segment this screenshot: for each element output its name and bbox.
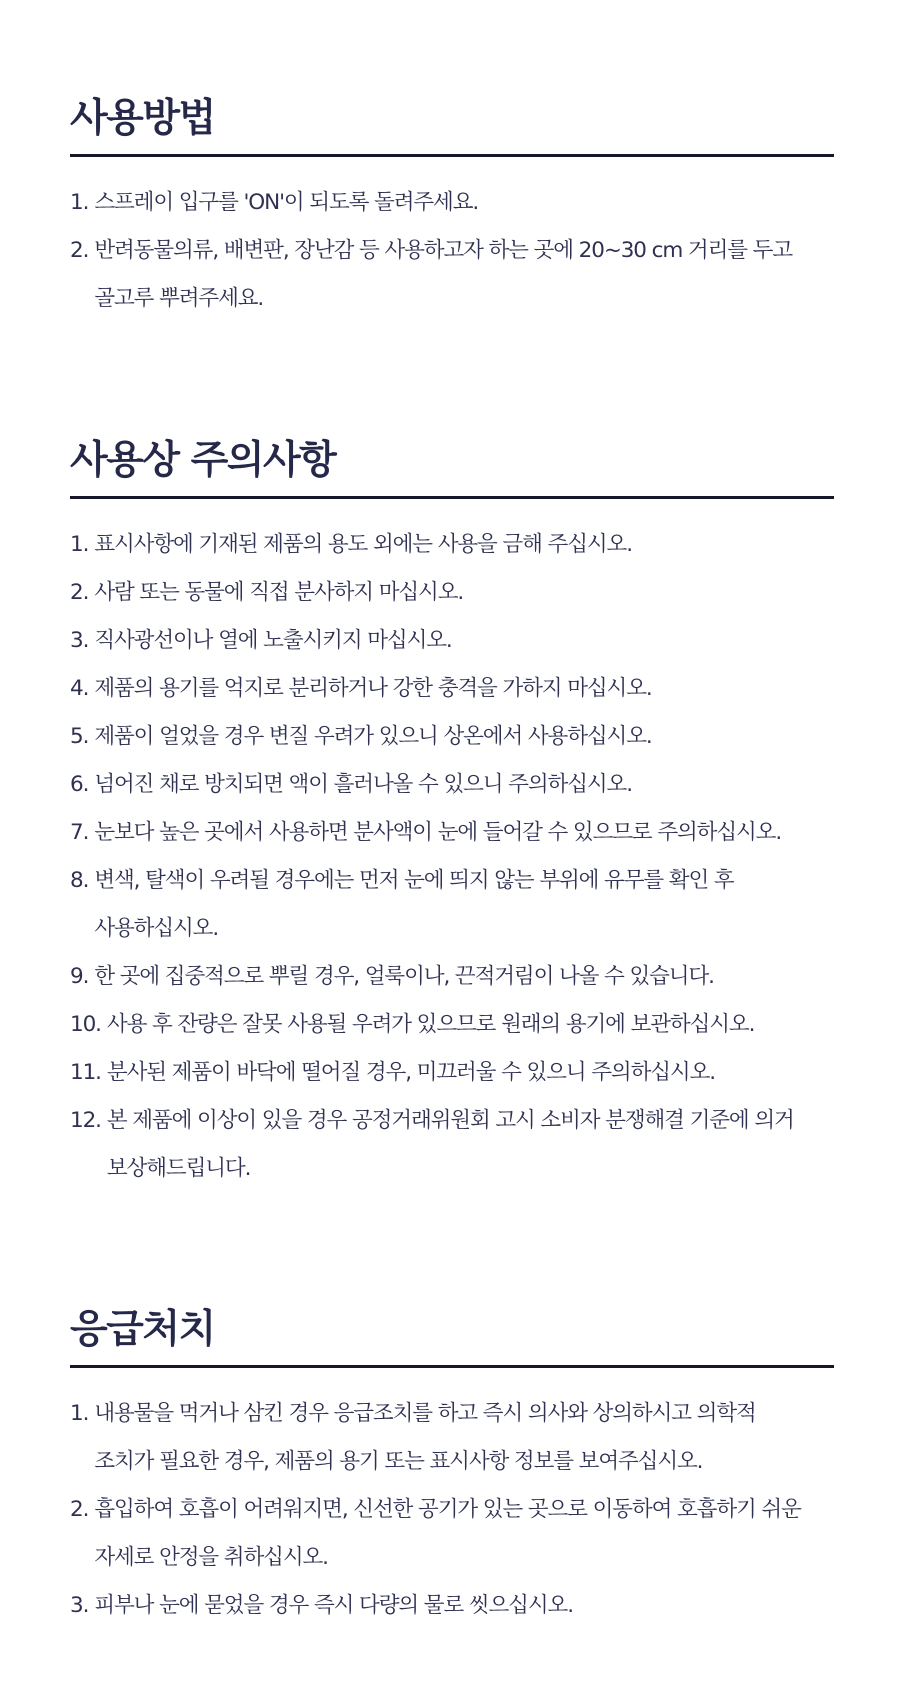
item-number: 8. — [70, 868, 89, 893]
item-text — [94, 569, 834, 617]
item-number: 10. — [70, 1012, 101, 1037]
section-first-aid — [70, 1303, 834, 1630]
item-number: 7. — [70, 820, 89, 845]
item-text-line: 한 곳에 집중적으로 뿌릴 경우, 얼룩이나, 끈적거림이 나올 수 있습니다. — [94, 964, 714, 989]
item-text — [94, 761, 834, 809]
usage-list — [70, 179, 834, 323]
list-item — [70, 617, 834, 665]
item-text-line: 자세로 안정을 취하십시오. — [94, 1545, 328, 1570]
item-text-line: 눈보다 높은 곳에서 사용하면 분사액이 눈에 들어갈 수 있으므로 주의하십시오. — [94, 820, 782, 845]
first-aid-list — [70, 1390, 834, 1630]
item-number: 5. — [70, 724, 89, 749]
precautions-list — [70, 521, 834, 1193]
list-item — [70, 713, 834, 761]
item-text-line: 사람 또는 동물에 직접 분사하지 마십시오. — [94, 580, 464, 605]
item-text-line: 반려동물의류, 배변판, 장난감 등 사용하고자 하는 곳에 20~30 cm 거리를 두고 — [94, 238, 792, 263]
item-text — [94, 227, 834, 323]
list-item — [70, 665, 834, 713]
list-item — [70, 569, 834, 617]
item-text — [94, 713, 834, 761]
item-text-line: 직사광선이나 열에 노출시키지 마십시오. — [94, 628, 452, 653]
item-number: 12. — [70, 1108, 101, 1133]
list-item — [70, 761, 834, 809]
item-number: 2. — [70, 238, 89, 263]
section-title: 사용상 주의사항 — [70, 438, 336, 483]
item-text — [107, 1049, 834, 1097]
item-text — [94, 521, 834, 569]
item-text — [94, 179, 834, 227]
item-text — [94, 665, 834, 713]
item-text-line: 골고루 뿌려주세요. — [94, 286, 264, 311]
section-title: 응급처치 — [70, 1307, 215, 1352]
item-text — [94, 617, 834, 665]
item-text-line: 조치가 필요한 경우, 제품의 용기 또는 표시사항 정보를 보여주십시오. — [94, 1449, 703, 1474]
item-text-line: 제품이 얼었을 경우 변질 우려가 있으니 상온에서 사용하십시오. — [94, 724, 652, 749]
item-number: 4. — [70, 676, 89, 701]
item-text — [107, 1001, 834, 1049]
item-text — [94, 809, 834, 857]
item-text — [94, 1486, 834, 1582]
item-number: 1. — [70, 532, 89, 557]
list-item — [70, 179, 834, 227]
list-item — [70, 1097, 834, 1193]
list-item — [70, 1486, 834, 1582]
item-number: 1. — [70, 1401, 89, 1426]
item-number: 6. — [70, 772, 89, 797]
list-item — [70, 1390, 834, 1486]
item-number: 3. — [70, 628, 89, 653]
item-number: 9. — [70, 964, 89, 989]
item-number: 11. — [70, 1060, 101, 1085]
item-text — [94, 1390, 834, 1486]
item-number: 3. — [70, 1593, 89, 1618]
item-text-line: 사용 후 잔량은 잘못 사용될 우려가 있으므로 원래의 용기에 보관하십시오. — [106, 1012, 755, 1037]
item-text-line: 흡입하여 호흡이 어려워지면, 신선한 공기가 있는 곳으로 이동하여 호흡하기 쉬운 — [94, 1497, 801, 1522]
list-item — [70, 809, 834, 857]
item-text-line: 변색, 탈색이 우려될 경우에는 먼저 눈에 띄지 않는 부위에 유무를 확인 후 — [94, 868, 734, 893]
item-text — [94, 857, 834, 953]
list-item — [70, 227, 834, 323]
list-item — [70, 521, 834, 569]
item-number: 1. — [70, 190, 89, 215]
item-text-line: 사용하십시오. — [94, 916, 219, 941]
item-text-line: 제품의 용기를 억지로 분리하거나 강한 충격을 가하지 마십시오. — [94, 676, 652, 701]
section-precautions — [70, 434, 834, 1193]
item-number: 2. — [70, 1497, 89, 1522]
list-item — [70, 1049, 834, 1097]
section-divider — [70, 1365, 834, 1368]
item-text-line: 본 제품에 이상이 있을 경우 공정거래위원회 고시 소비자 분쟁해결 기준에 의거 — [106, 1108, 794, 1133]
section-divider — [70, 496, 834, 499]
section-divider — [70, 154, 834, 157]
list-item — [70, 857, 834, 953]
list-item — [70, 953, 834, 1001]
item-text-line: 스프레이 입구를 'ON'이 되도록 돌려주세요. — [94, 190, 479, 215]
section-usage-instructions — [70, 92, 834, 323]
item-text-line: 내용물을 먹거나 삼킨 경우 응급조치를 하고 즉시 의사와 상의하시고 의학적 — [94, 1401, 756, 1426]
item-text-line: 보상해드립니다. — [106, 1156, 251, 1181]
item-text — [94, 1582, 834, 1630]
list-item — [70, 1582, 834, 1630]
item-text-line: 표시사항에 기재된 제품의 용도 외에는 사용을 금해 주십시오. — [94, 532, 632, 557]
item-text-line: 피부나 눈에 묻었을 경우 즉시 다량의 물로 씻으십시오. — [94, 1593, 573, 1618]
item-number: 2. — [70, 580, 89, 605]
item-text-line: 분사된 제품이 바닥에 떨어질 경우, 미끄러울 수 있으니 주의하십시오. — [106, 1060, 715, 1085]
list-item — [70, 1001, 834, 1049]
item-text — [107, 1097, 834, 1193]
item-text-line: 넘어진 채로 방치되면 액이 흘러나올 수 있으니 주의하십시오. — [94, 772, 632, 797]
section-title: 사용방법 — [70, 96, 215, 141]
item-text — [94, 953, 834, 1001]
